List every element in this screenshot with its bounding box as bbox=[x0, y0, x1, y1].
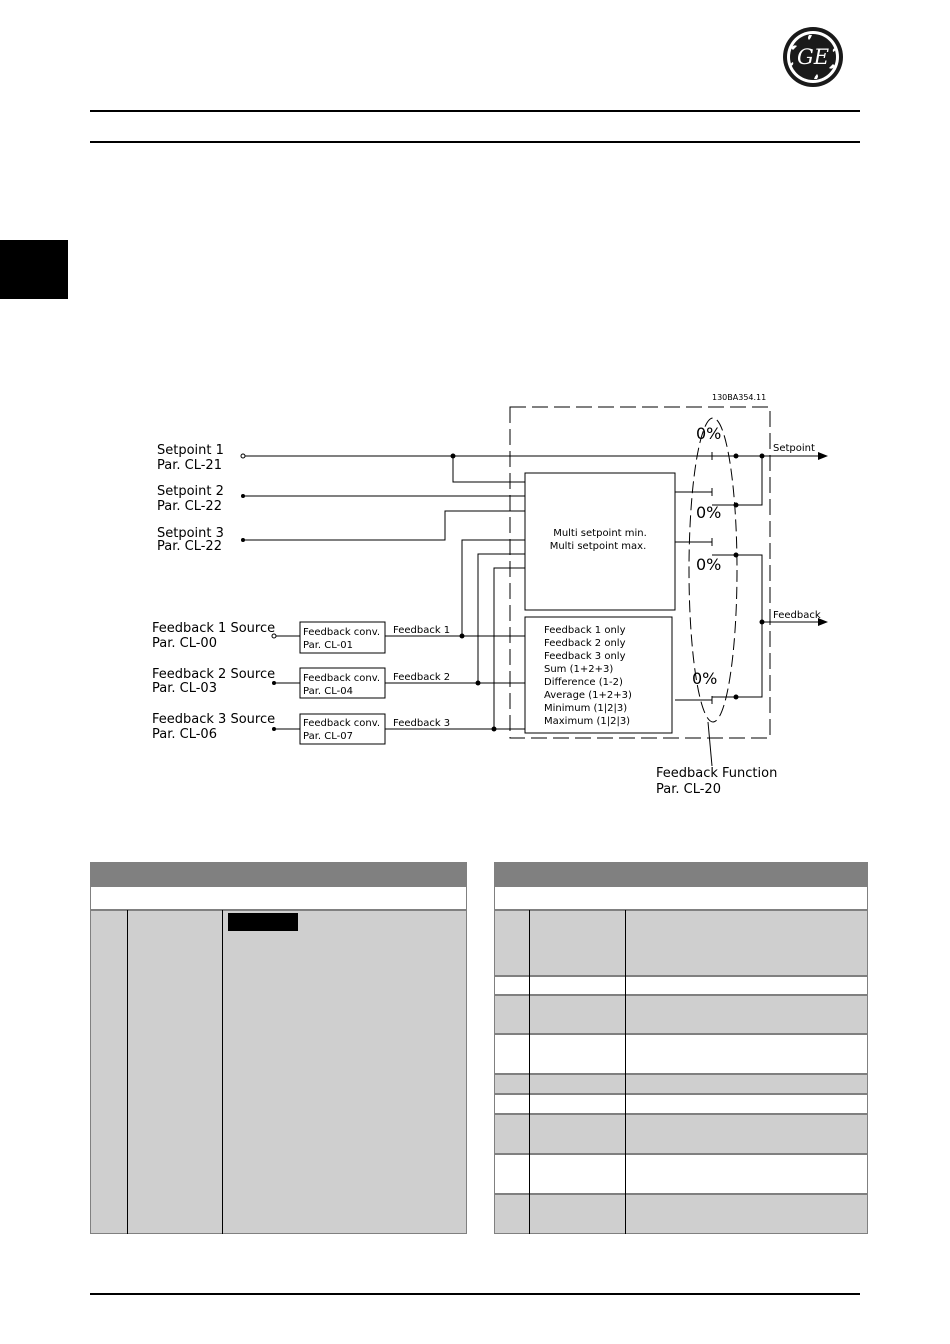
zero-percent-label: 0% bbox=[696, 424, 722, 443]
feedback-3-source-param: Par. CL-06 bbox=[152, 727, 217, 742]
setpoint-1-param: Par. CL-21 bbox=[157, 458, 222, 473]
footer-rule bbox=[90, 1293, 860, 1295]
table-row bbox=[494, 1154, 868, 1194]
feedback-conv-1-title: Feedback conv. bbox=[303, 627, 381, 638]
function-option: Minimum (1|2|3) bbox=[544, 703, 628, 714]
table-row bbox=[494, 910, 868, 976]
feedback-conv-2-param: Par. CL-04 bbox=[303, 686, 353, 697]
left-table-body bbox=[90, 910, 467, 1234]
feedback-conv-1-param: Par. CL-01 bbox=[303, 640, 353, 651]
setpoint-3-label: Setpoint 3 bbox=[157, 526, 224, 541]
function-option: Average (1+2+3) bbox=[544, 690, 632, 701]
setpoint-1-label: Setpoint 1 bbox=[157, 443, 224, 458]
right-table-header bbox=[494, 862, 868, 886]
right-table-subheader bbox=[494, 886, 868, 910]
feedback-function-param: Par. CL-20 bbox=[656, 782, 721, 797]
left-table-header bbox=[90, 862, 467, 886]
table-row bbox=[494, 1094, 868, 1114]
function-option: Feedback 3 only bbox=[544, 651, 626, 662]
svg-text:GE: GE bbox=[796, 45, 830, 69]
feedback-conv-2-title: Feedback conv. bbox=[303, 673, 381, 684]
feedback-2-signal-label: Feedback 2 bbox=[393, 672, 451, 683]
function-option: Feedback 2 only bbox=[544, 638, 626, 649]
right-table-divider bbox=[529, 910, 530, 1234]
feedback-3-signal-label: Feedback 3 bbox=[393, 718, 451, 729]
table-row bbox=[494, 1114, 868, 1154]
multi-setpoint-min-label: Multi setpoint min. bbox=[553, 528, 647, 539]
zero-percent-label: 0% bbox=[692, 669, 718, 688]
feedback-output-label: Feedback bbox=[773, 610, 821, 621]
feedback-2-source-label: Feedback 2 Source bbox=[152, 667, 276, 682]
feedback-conv-3-param: Par. CL-07 bbox=[303, 731, 353, 742]
table-row bbox=[494, 1074, 868, 1094]
feedback-3-source-label: Feedback 3 Source bbox=[152, 712, 276, 727]
setpoint-2-param: Par. CL-22 bbox=[157, 499, 222, 514]
setpoint-3-param: Par. CL-22 bbox=[157, 539, 222, 554]
multi-setpoint-max-label: Multi setpoint max. bbox=[549, 541, 647, 552]
table-row bbox=[494, 1194, 868, 1234]
left-table-divider bbox=[127, 910, 128, 1234]
feedback-1-source-param: Par. CL-00 bbox=[152, 636, 217, 651]
setpoint-output-label: Setpoint bbox=[773, 443, 815, 454]
setpoint-2-label: Setpoint 2 bbox=[157, 484, 224, 499]
table-row bbox=[494, 995, 868, 1034]
function-option: Maximum (1|2|3) bbox=[544, 716, 631, 727]
table-row bbox=[494, 1034, 868, 1074]
zero-percent-label: 0% bbox=[696, 555, 722, 574]
feedback-1-signal-label: Feedback 1 bbox=[393, 625, 451, 636]
right-table-divider bbox=[625, 910, 626, 1234]
zero-percent-label: 0% bbox=[696, 503, 722, 522]
right-table-body bbox=[494, 910, 868, 1234]
left-table-divider bbox=[222, 910, 223, 1234]
function-option: Feedback 1 only bbox=[544, 625, 626, 636]
function-option: Sum (1+2+3) bbox=[544, 664, 614, 675]
table-row bbox=[494, 976, 868, 995]
feedback-1-source-label: Feedback 1 Source bbox=[152, 621, 276, 636]
left-table-subheader bbox=[90, 886, 467, 910]
feedback-conv-3-title: Feedback conv. bbox=[303, 718, 381, 729]
drawing-code: 130BA354.11 bbox=[712, 393, 767, 402]
function-option: Difference (1-2) bbox=[544, 677, 623, 688]
default-value-highlight bbox=[228, 913, 298, 931]
feedback-function-caption: Feedback Function bbox=[656, 766, 778, 781]
feedback-2-source-param: Par. CL-03 bbox=[152, 681, 217, 696]
